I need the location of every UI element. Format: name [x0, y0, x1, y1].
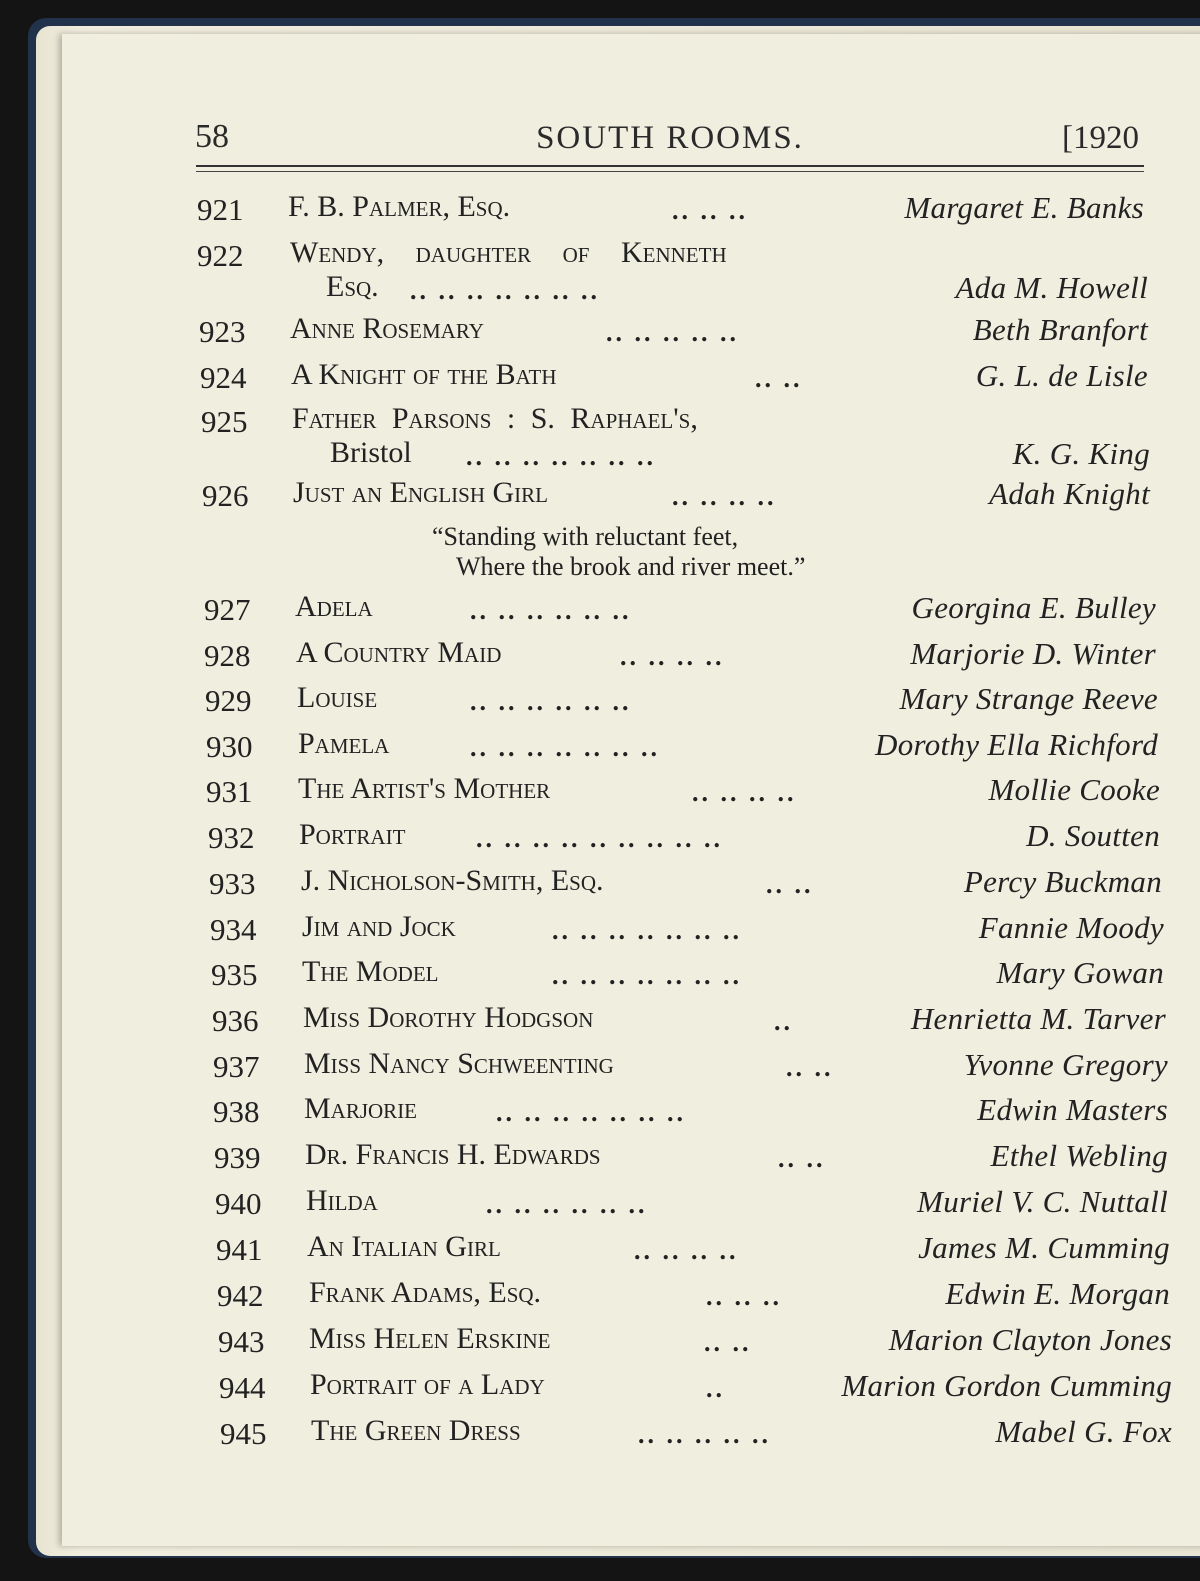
entry-title: A Country Maid	[296, 636, 502, 669]
entry-artist: Edwin Masters	[977, 1092, 1168, 1127]
entry-title: Portrait of a Lady	[310, 1368, 545, 1401]
entry-artist: Mary Gowan	[996, 955, 1164, 990]
entry-title-cont: Bristol	[330, 436, 412, 469]
entry-number: 940	[215, 1186, 262, 1221]
entry-number: 927	[204, 592, 251, 627]
catalogue-entry-932	[0, 820, 1200, 864]
entry-number: 944	[219, 1370, 266, 1405]
entry-artist: James M. Cumming	[918, 1230, 1170, 1265]
entry-artist: Mollie Cooke	[988, 772, 1160, 807]
catalogue-entry-935	[0, 957, 1200, 1001]
entry-title: The Green Dress	[311, 1414, 521, 1447]
entry-title: F. B. Palmer, Esq.	[288, 190, 511, 223]
entry-title: Miss Nancy Schweenting	[304, 1047, 614, 1080]
entry-number: 932	[208, 820, 255, 855]
year-marker: [1920	[1062, 120, 1139, 156]
leader-dots: .. .. .. ..	[692, 778, 797, 807]
entry-number: 938	[213, 1094, 260, 1129]
entry-number: 921	[197, 192, 244, 227]
entry-title: Anne Rosemary	[290, 312, 484, 345]
entry-artist: Fannie Moody	[978, 910, 1164, 945]
entry-number: 931	[206, 774, 253, 809]
entry-artist: Edwin E. Morgan	[945, 1276, 1170, 1311]
entry-artist: Marion Clayton Jones	[888, 1322, 1172, 1357]
entry-title: Just an English Girl	[293, 476, 548, 509]
entry-title: Louise	[297, 681, 378, 714]
catalogue-entry-938	[0, 1094, 1200, 1138]
running-head: SOUTH ROOMS.	[536, 120, 804, 156]
entry-artist: Marjorie D. Winter	[910, 636, 1156, 671]
catalogue-entry-928	[0, 638, 1200, 682]
entry-number: 933	[209, 866, 256, 901]
leader-dots: .. .. .. .. .. .. ..	[466, 442, 656, 471]
catalogue-entry-927	[0, 592, 1200, 636]
entry-title: Jim and Jock	[302, 910, 456, 943]
leader-dots: .. .. .. .. .. .. ..	[496, 1098, 686, 1127]
leader-dots: .. .. .. .. ..	[638, 1420, 771, 1449]
entry-number: 935	[211, 957, 258, 992]
entry-number: 929	[205, 683, 252, 718]
catalogue-entry-922-cont	[0, 272, 1200, 316]
leader-dots: .. .. .. .. ..	[606, 318, 739, 347]
catalogue-entry-945	[0, 1416, 1200, 1460]
entry-number: 926	[202, 478, 249, 513]
leader-dots: ..	[774, 1007, 793, 1036]
catalogue-entry-933	[0, 866, 1200, 910]
entry-title: Dr. Francis H. Edwards	[305, 1138, 601, 1171]
leader-dots: .. .. .. ..	[672, 482, 777, 511]
entry-artist: Yvonne Gregory	[963, 1047, 1168, 1082]
entry-number: 939	[214, 1140, 261, 1175]
entry-title-cont: Esq.	[326, 270, 379, 303]
catalogue-entry-937	[0, 1049, 1200, 1093]
entry-artist: K. G. King	[1012, 436, 1150, 471]
entry-title: Wendy, daughter of Kenneth	[290, 236, 727, 269]
catalogue-entry-942	[0, 1278, 1200, 1322]
catalogue-entry-929	[0, 683, 1200, 727]
leader-dots: .. .. ..	[706, 1282, 782, 1311]
leader-dots: .. .. .. .. .. ..	[470, 596, 632, 625]
catalogue-entry-923	[0, 314, 1200, 358]
entry-number: 934	[210, 912, 257, 947]
leader-dots: .. ..	[755, 364, 803, 393]
entry-artist: Ada M. Howell	[955, 270, 1148, 305]
entry-number: 936	[212, 1003, 259, 1038]
header-rule-thin	[196, 171, 1144, 172]
entry-number: 943	[218, 1324, 265, 1359]
catalogue-entry-941	[0, 1232, 1200, 1276]
entry-title: Pamela	[298, 727, 390, 760]
catalogue-entry-944	[0, 1370, 1200, 1414]
leader-dots: .. .. .. ..	[634, 1236, 739, 1265]
entry-number: 937	[213, 1049, 260, 1084]
catalogue-entry-939	[0, 1140, 1200, 1184]
entry-title: Portrait	[299, 818, 406, 851]
leader-dots: .. ..	[704, 1328, 752, 1357]
leader-dots: .. .. .. .. .. ..	[486, 1190, 648, 1219]
entry-artist: Percy Buckman	[963, 864, 1162, 899]
leader-dots: .. ..	[766, 870, 814, 899]
entry-number: 925	[201, 404, 248, 439]
catalogue-entry-943	[0, 1324, 1200, 1368]
entry-number: 924	[200, 360, 247, 395]
catalogue-entry-930	[0, 729, 1200, 773]
leader-dots: .. .. .. .. .. .. ..	[410, 276, 600, 305]
entry-artist: D. Soutten	[1026, 818, 1160, 853]
leader-dots: ..	[706, 1374, 725, 1403]
leader-dots: .. .. .. ..	[620, 642, 725, 671]
entry-artist: Marion Gordon Cumming	[841, 1368, 1172, 1403]
entry-artist: Mary Strange Reeve	[899, 681, 1158, 716]
entry-title: Miss Helen Erskine	[309, 1322, 551, 1355]
catalogue-entry-924	[0, 360, 1200, 404]
entry-title: Frank Adams, Esq.	[309, 1276, 542, 1309]
entry-title: Miss Dorothy Hodgson	[303, 1001, 594, 1034]
entry-title: The Model	[302, 955, 439, 988]
leader-dots: .. .. .. .. .. ..	[470, 687, 632, 716]
entry-title: Marjorie	[304, 1092, 418, 1125]
entry-artist: Adah Knight	[989, 476, 1150, 511]
catalogue-entry-931	[0, 774, 1200, 818]
leader-dots: .. .. .. .. .. .. ..	[552, 961, 742, 990]
catalogue-entry-936	[0, 1003, 1200, 1047]
entry-artist: Margaret E. Banks	[904, 190, 1144, 225]
entry-artist: G. L. de Lisle	[975, 358, 1148, 393]
entry-number: 945	[220, 1416, 267, 1451]
leader-dots: .. ..	[778, 1144, 826, 1173]
leader-dots: .. .. ..	[672, 196, 748, 225]
catalogue-entry-934	[0, 912, 1200, 956]
entry-artist: Henrietta M. Tarver	[910, 1001, 1166, 1036]
entry-title: The Artist's Mother	[298, 772, 551, 805]
entry-number: 942	[217, 1278, 264, 1313]
entry-title: An Italian Girl	[307, 1230, 501, 1263]
page-number: 58	[195, 118, 229, 155]
entry-number: 930	[206, 729, 253, 764]
header-rule	[196, 165, 1144, 167]
entry-artist: Dorothy Ella Richford	[875, 727, 1158, 762]
entry-number: 941	[216, 1232, 263, 1267]
leader-dots: .. .. .. .. .. .. ..	[470, 733, 660, 762]
entry-title: A Knight of the Bath	[291, 358, 557, 391]
entry-artist: Mabel G. Fox	[995, 1414, 1172, 1449]
entry-number: 923	[199, 314, 246, 349]
epigraph-line-2: Where the brook and river meet.”	[456, 552, 806, 581]
entry-number: 922	[197, 238, 244, 273]
entry-artist: Georgina E. Bulley	[911, 590, 1156, 625]
entry-artist: Muriel V. C. Nuttall	[917, 1184, 1168, 1219]
entry-number: 928	[204, 638, 251, 673]
epigraph-line-1: “Standing with reluctant feet,	[432, 522, 739, 551]
entry-artist: Beth Branfort	[972, 312, 1148, 347]
leader-dots: .. .. .. .. .. .. ..	[552, 916, 742, 945]
entry-title: Father Parsons : S. Raphael's,	[292, 402, 698, 435]
leader-dots: .. ..	[786, 1053, 834, 1082]
catalogue-entry-921	[0, 192, 1200, 236]
catalogue-entry-940	[0, 1186, 1200, 1230]
catalogue-entry-926	[0, 478, 1200, 522]
entry-title: Hilda	[306, 1184, 378, 1217]
entry-title: Adela	[295, 590, 373, 623]
entry-title: J. Nicholson-Smith, Esq.	[301, 864, 604, 897]
leader-dots: .. .. .. .. .. .. .. .. ..	[476, 824, 723, 853]
entry-artist: Ethel Webling	[990, 1138, 1168, 1173]
